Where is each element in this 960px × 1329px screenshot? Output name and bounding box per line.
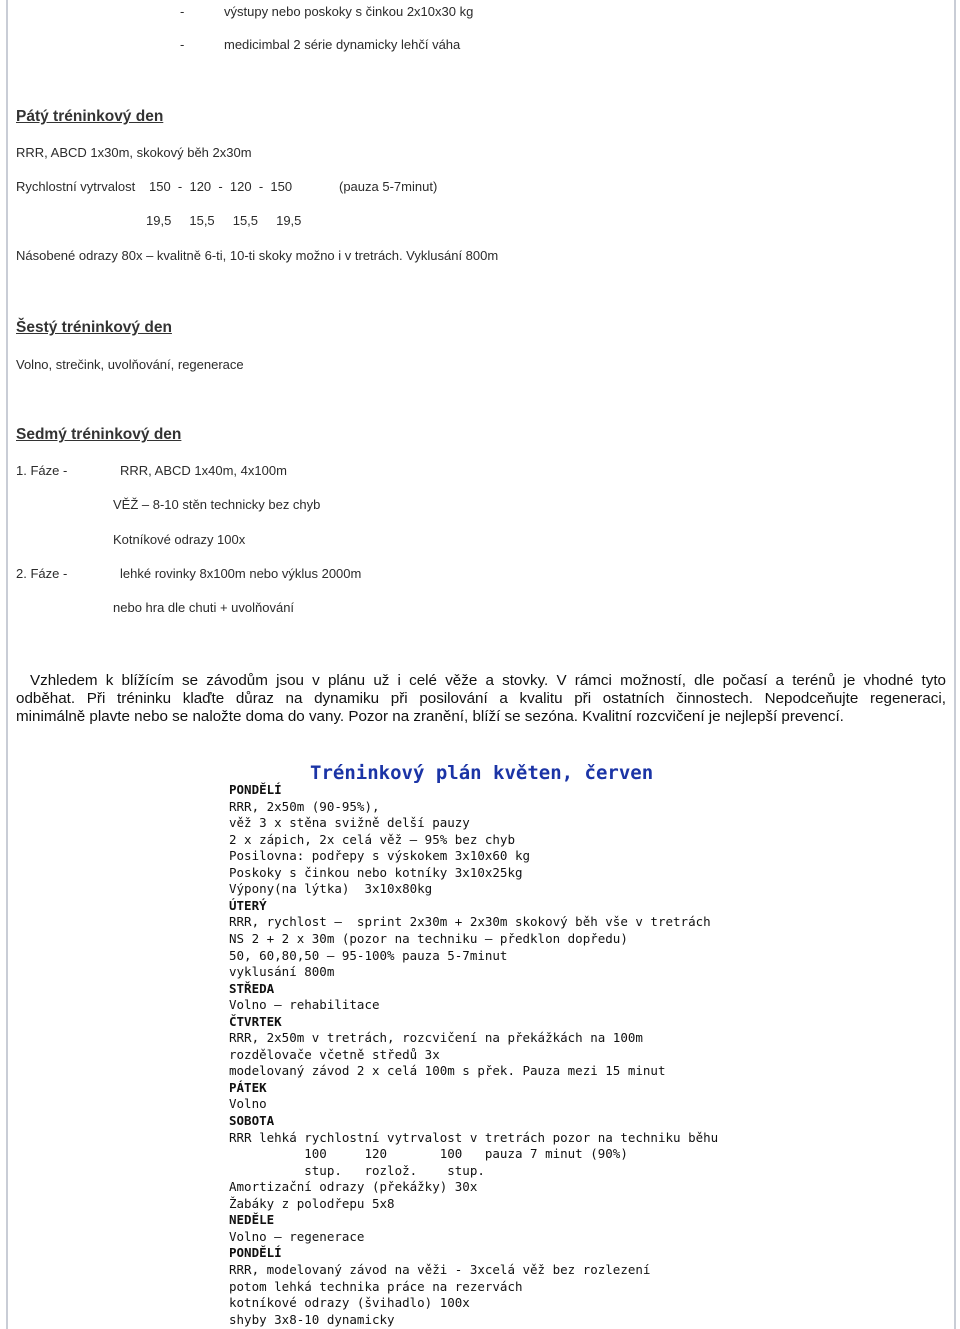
day5-line2-values: 150 - 120 - 120 - 150 [149, 179, 293, 194]
day7-heading: Sedmý tréninkový den [16, 426, 182, 443]
plan-line: Volno [229, 1096, 267, 1112]
note-line: minimálně plavte nebo se naložte doma do vany. Pozor na zranění, blíží se sezóna. Kvalitní rozcvičení je nejlepší prevencí. [16, 708, 844, 725]
plan-line: vyklusání 800m [229, 964, 335, 980]
phase1-label: 1. Fáze - [16, 463, 68, 478]
list-item-text: výstupy nebo poskoky s činkou 2x10x30 kg [224, 4, 474, 19]
note-line: Vzhledem k blížícím se závodům jsou v plánu už i celé věže a stovky. V rámci možností, dle počasí a terénů je vhodné tyto [30, 672, 946, 689]
plan-title: Tréninkový plán květen, červen [310, 762, 654, 784]
plan-line: modelovaný závod 2 x celá 100m s přek. Pauza mezi 15 minut [229, 1063, 666, 1079]
plan-line: Volno – rehabilitace [229, 997, 380, 1013]
plan-line: rozdělovače včetně středů 3x [229, 1046, 440, 1062]
plan-line: 100 120 100 pauza 7 minut (90%) [229, 1146, 628, 1162]
phase2-label: 2. Fáze - [16, 566, 68, 581]
plan-day-heading: STŘEDA [229, 980, 275, 996]
phase1-line3: Kotníkové odrazy 100x [113, 532, 246, 547]
plan-line: stup. rozlož. stup. [229, 1162, 485, 1178]
day5-heading: Pátý tréninkový den [16, 108, 164, 125]
plan-line: kotníkové odrazy (švihadlo) 100x [229, 1295, 470, 1311]
phase1-line2: VĚŽ – 8-10 stěn technicky bez chyb [113, 497, 321, 512]
plan-line: RRR, rychlost – sprint 2x30m + 2x30m skokový běh vše v tretrách [229, 914, 711, 930]
list-item-text: medicimbal 2 série dynamicky lehčí váha [224, 37, 461, 52]
plan-line: Žabáky z polodřepu 5x8 [229, 1195, 395, 1211]
plan-line: NS 2 + 2 x 30m (pozor na techniku – předklon dopředu) [229, 930, 628, 946]
plan-day-heading: ÚTERÝ [229, 897, 267, 913]
plan-line: RRR, 2x50m v tretrách, rozcvičení na překážkách na 100m [229, 1030, 643, 1046]
day6-heading: Šestý tréninkový den [16, 319, 172, 336]
note-line: odběhat. Při tréninku klaďte důraz na dynamiku při posilování a kvalitu při ostatních činnostech. Nepodceňujte regeneraci, [16, 690, 946, 707]
plan-line: Výpony(na lýtka) 3x10x80kg [229, 881, 433, 897]
day5-line2-label: Rychlostní vytrvalost [16, 179, 136, 194]
plan-day-heading: SOBOTA [229, 1113, 275, 1128]
list-dash: - [180, 4, 185, 19]
day5-line1: RRR, ABCD 1x30m, skokový běh 2x30m [16, 145, 252, 160]
day5-line3-times: 19,5 15,5 15,5 19,5 [146, 213, 302, 228]
plan-line: RRR lehká rychlostní vytrvalost v tretrách pozor na techniku běhu [229, 1129, 719, 1145]
day5-line2-note: (pauza 5-7minut) [339, 179, 438, 194]
phase1-line1: RRR, ABCD 1x40m, 4x100m [120, 463, 287, 478]
plan-day-heading: ČTVRTEK [229, 1013, 282, 1029]
phase2-line2: nebo hra dle chuti + uvolňování [113, 600, 295, 615]
plan-line: RRR, 2x50m (90-95%), [229, 798, 380, 814]
plan-line: věž 3 x stěna svižně delší pauzy [229, 815, 470, 831]
plan-line: Poskoky s činkou nebo kotníky 3x10x25kg [229, 864, 523, 880]
plan-line: RRR, modelovaný závod na věži - 3xcelá věž bez rozlezení [229, 1261, 651, 1277]
plan-line: 2 x zápich, 2x celá věž – 95% bez chyb [229, 831, 515, 847]
day5-line4: Násobené odrazy 80x – kvalitně 6-ti, 10-ti skoky možno i v tretrách. Vyklusání 800m [16, 248, 499, 263]
plan-day-heading: PONDĚLÍ [229, 1245, 282, 1261]
list-dash: - [180, 37, 185, 52]
note-paragraph [16, 672, 946, 726]
plan-line: Volno – regenerace [229, 1228, 365, 1244]
day6-line1: Volno, strečink, uvolňování, regenerace [16, 357, 244, 372]
plan-line: 50, 60,80,50 – 95-100% pauza 5-7minut [229, 947, 508, 963]
plan-day-heading: PÁTEK [229, 1079, 267, 1095]
phase2-line1: lehké rovinky 8x100m nebo výklus 2000m [120, 566, 362, 581]
plan-day-heading: PONDĚLÍ [229, 782, 282, 797]
plan-line: potom lehká technika práce na rezervách [229, 1278, 523, 1294]
plan-line: Posilovna: podřepy s výskokem 3x10x60 kg [229, 848, 531, 864]
plan-line: Amortizační odrazy (překážky) 30x [229, 1179, 478, 1195]
plan-day-heading: NEDĚLE [229, 1212, 275, 1228]
plan-line: shyby 3x8-10 dynamicky [229, 1311, 395, 1327]
